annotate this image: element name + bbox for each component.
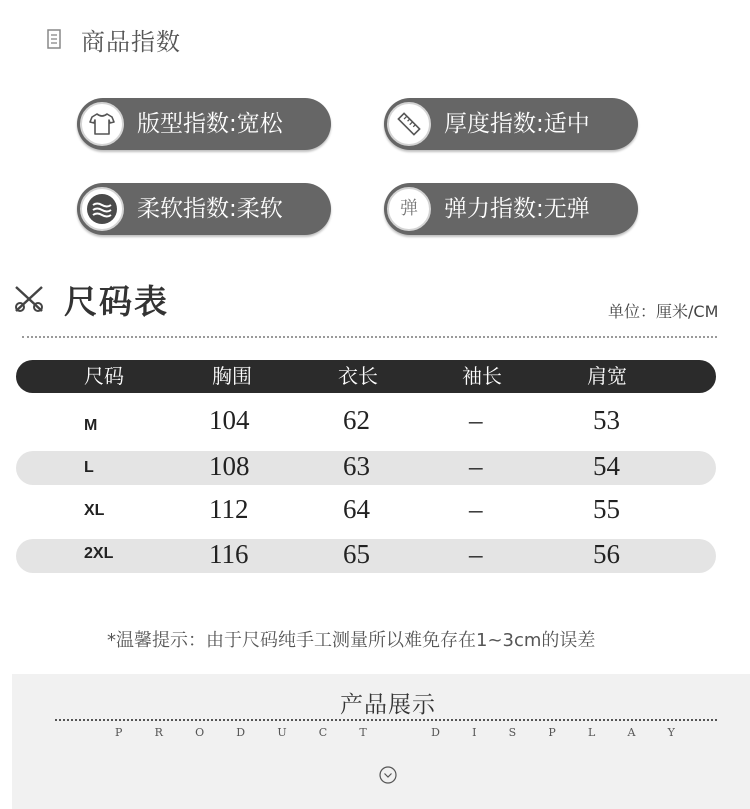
size-cell: XL	[84, 502, 105, 519]
subtitle-letter: U	[277, 726, 287, 739]
shoulder-cell: 54	[593, 451, 620, 481]
table-row	[16, 539, 716, 573]
index-pill-thickness	[384, 98, 638, 150]
index-pill-elasticity	[384, 183, 638, 235]
unit-label: 单位：厘米/CM	[608, 302, 719, 321]
column-header: 肩宽	[587, 364, 627, 388]
column-header: 衣长	[338, 364, 378, 388]
size-cell: L	[84, 459, 94, 476]
subtitle-letter: Y	[667, 726, 675, 739]
subtitle-letter: S	[508, 726, 517, 739]
index-pill-softness	[77, 183, 331, 235]
column-header: 尺码	[84, 364, 124, 388]
length-cell: 65	[343, 539, 370, 569]
index-label: 柔软指数:柔软	[137, 196, 283, 222]
elastic-glyph-icon: 弹	[387, 187, 431, 231]
size-table-header	[16, 360, 716, 393]
length-cell: 64	[343, 494, 370, 524]
index-label: 版型指数:宽松	[137, 111, 283, 137]
index-label: 厚度指数:适中	[444, 111, 590, 137]
shoulder-cell: 56	[593, 539, 620, 569]
size-cell: 2XL	[84, 545, 114, 562]
table-row	[16, 451, 716, 485]
chest-cell: 112	[209, 494, 249, 524]
size-table-title: 尺码表	[64, 282, 169, 321]
sleeve-cell: –	[469, 405, 483, 435]
subtitle-letter: P	[115, 726, 123, 739]
chest-cell: 116	[209, 539, 249, 569]
product-display-title: 产品展示	[340, 692, 436, 718]
size-cell: M	[84, 417, 98, 434]
scissors-icon	[12, 284, 48, 314]
subtitle-letter: I	[472, 726, 477, 739]
index-label: 弹力指数:无弹	[444, 196, 590, 222]
shoulder-cell: 53	[593, 405, 620, 435]
length-cell: 63	[343, 451, 370, 481]
subtitle-letter: L	[588, 726, 596, 739]
subtitle-letter: D	[431, 726, 440, 739]
subtitle-letter: A	[627, 726, 636, 739]
section-title: 商品指数	[81, 28, 181, 56]
subtitle-letter: O	[195, 726, 205, 739]
length-cell: 62	[343, 405, 370, 435]
chest-cell: 108	[209, 451, 250, 481]
dotted-divider	[55, 719, 717, 721]
table-row	[16, 405, 716, 439]
measurement-note: *温馨提示：由于尺码纯手工测量所以难免存在1~3cm的误差	[107, 630, 596, 651]
sleeve-cell: –	[469, 451, 483, 481]
subtitle-letter: T	[359, 726, 367, 739]
product-display-subtitle	[115, 726, 675, 739]
column-header: 胸围	[212, 364, 252, 388]
column-header: 袖长	[462, 364, 502, 388]
subtitle-letter: C	[318, 726, 328, 739]
chest-cell: 104	[209, 405, 250, 435]
document-icon	[47, 29, 61, 49]
index-pill-fit	[77, 98, 331, 150]
sleeve-cell: –	[469, 539, 483, 569]
dotted-divider	[22, 336, 717, 338]
ruler-icon	[387, 102, 431, 146]
subtitle-letter: D	[236, 726, 246, 739]
tshirt-icon	[80, 102, 124, 146]
sleeve-cell: –	[469, 494, 483, 524]
shoulder-cell: 55	[593, 494, 620, 524]
table-row	[16, 494, 716, 528]
subtitle-letter: R	[154, 726, 163, 739]
subtitle-letter: P	[548, 726, 556, 739]
chevron-down-icon	[379, 766, 397, 784]
waves-icon	[80, 187, 124, 231]
